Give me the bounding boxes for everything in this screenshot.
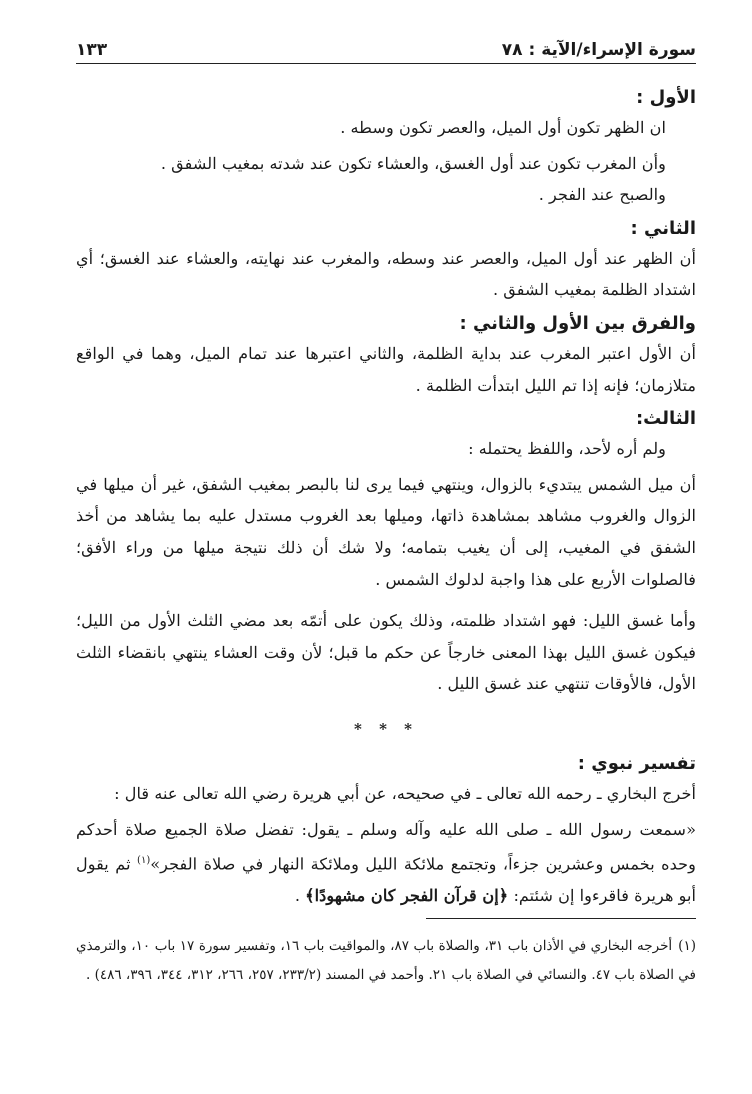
footnote-divider (426, 918, 696, 919)
section-heading-first: الأول : (636, 87, 696, 108)
page-number: ١٣٣ (76, 40, 108, 60)
text-line: ولم أره لأحد، واللفظ يحتمله : (468, 439, 666, 459)
page-header (76, 30, 696, 64)
footnote-number: (١) (678, 938, 696, 954)
hadith-paragraph (76, 814, 696, 912)
hadith-text: «سمعت رسول الله ـ صلى الله عليه وآله وسلم ـ يقول: تفضل صلاة الجميع صلاة أحدكم وحده بخمس وعشرين جزءاً، وتجتمع ملائكة الليل وملائكة النهار في صلاة الفجر» (76, 819, 696, 874)
paragraph: أن ميل الشمس يبتديء بالزوال، وينتهي فيما يرى لنا بالبصر بمغيب الشفق، غير أن ميلها في الزوال والغروب مشاهد بمشاهدة ذاتها، وميلها بعد الغروب مستدل عليه بما يشاهد من أخذ الشفق في المغيب، إلى أن يغيب بتمامه؛ ولا شك أن ذلك نتيجة ميلها من وراء الأفق؛ فالصلوات الأربع على هذا واجبة لدلوك الشمس . (76, 474, 696, 589)
paragraph: أخرج البخاري ـ رحمه الله تعالى ـ في صحيحه، عن أبي هريرة رضي الله تعالى عنه قال : (114, 783, 696, 803)
footnote-marker[interactable]: (١) (137, 855, 151, 867)
footnote-body: أخرجه البخاري في الأذان باب ٣١، والصلاة باب ٨٧، والمواقيت باب ١٦، وتفسير سورة ١٧ باب ١٠، والترمذي في الصلاة باب ٤٧. والنسائي في الصلاة باب ٢١. وأحمد في المسند (٢٣٣/٢، ٢٥٧، ٢٦٦، ٣١٢، ٣٤٤، ٣٩٦، ٤٨٦) . (76, 938, 696, 983)
text-line: والصبح عند الفجر . (538, 185, 666, 205)
running-title: سورة الإسراء/الآية : ٧٨ (501, 40, 696, 60)
section-separator: * * * (354, 719, 418, 738)
section-heading-difference: والفرق بين الأول والثاني : (459, 312, 696, 334)
paragraph: أن الأول اعتبر المغرب عند بداية الظلمة، والثاني اعتبرها عند تمام الميل، وهما في الواقع متلازمان؛ فإنه إذا تم الليل ابتدأت الظلمة . (76, 343, 696, 395)
section-heading-second: الثاني : (630, 217, 696, 239)
section-heading-third: الثالث: (635, 408, 696, 430)
quran-verse: ﴿إن قرآن الفجر كان مشهودًا﴾ (305, 886, 509, 906)
hadith-end: . (294, 886, 306, 906)
page-body (76, 84, 696, 912)
footnote (76, 932, 696, 990)
footnote-text (76, 932, 696, 990)
section-heading-prophetic-tafsir: تفسير نبوي : (577, 752, 696, 774)
text-line: ان الظهر تكون أول الميل، والعصر تكون وسطه . (340, 118, 666, 137)
text-line: وأن المغرب تكون عند أول الغسق، والعشاء تكون عند شدته بمغيب الشفق . (160, 153, 666, 173)
paragraph: أن الظهر عند أول الميل، والعصر عند وسطه، والمغرب عند نهايته، والعشاء عند الغسق؛ أي اشتداد الظلمة بمغيب الشفق . (76, 248, 696, 300)
hadith-tail: ثم يقول أبو هريرة فاقرءوا إن شئتم: (76, 854, 696, 906)
paragraph: وأما غسق الليل: فهو اشتداد ظلمته، وذلك يكون على أتمّه بعد مضي الثلث الأول من الليل؛ فيكون غسق الليل بهذا المعنى خارجاً عن حكم ما قبل؛ لأن وقت العشاء ينتهي بانقضاء الثلث الأول، فالأوقات تنتهي عند غسق الليل . (76, 611, 696, 694)
